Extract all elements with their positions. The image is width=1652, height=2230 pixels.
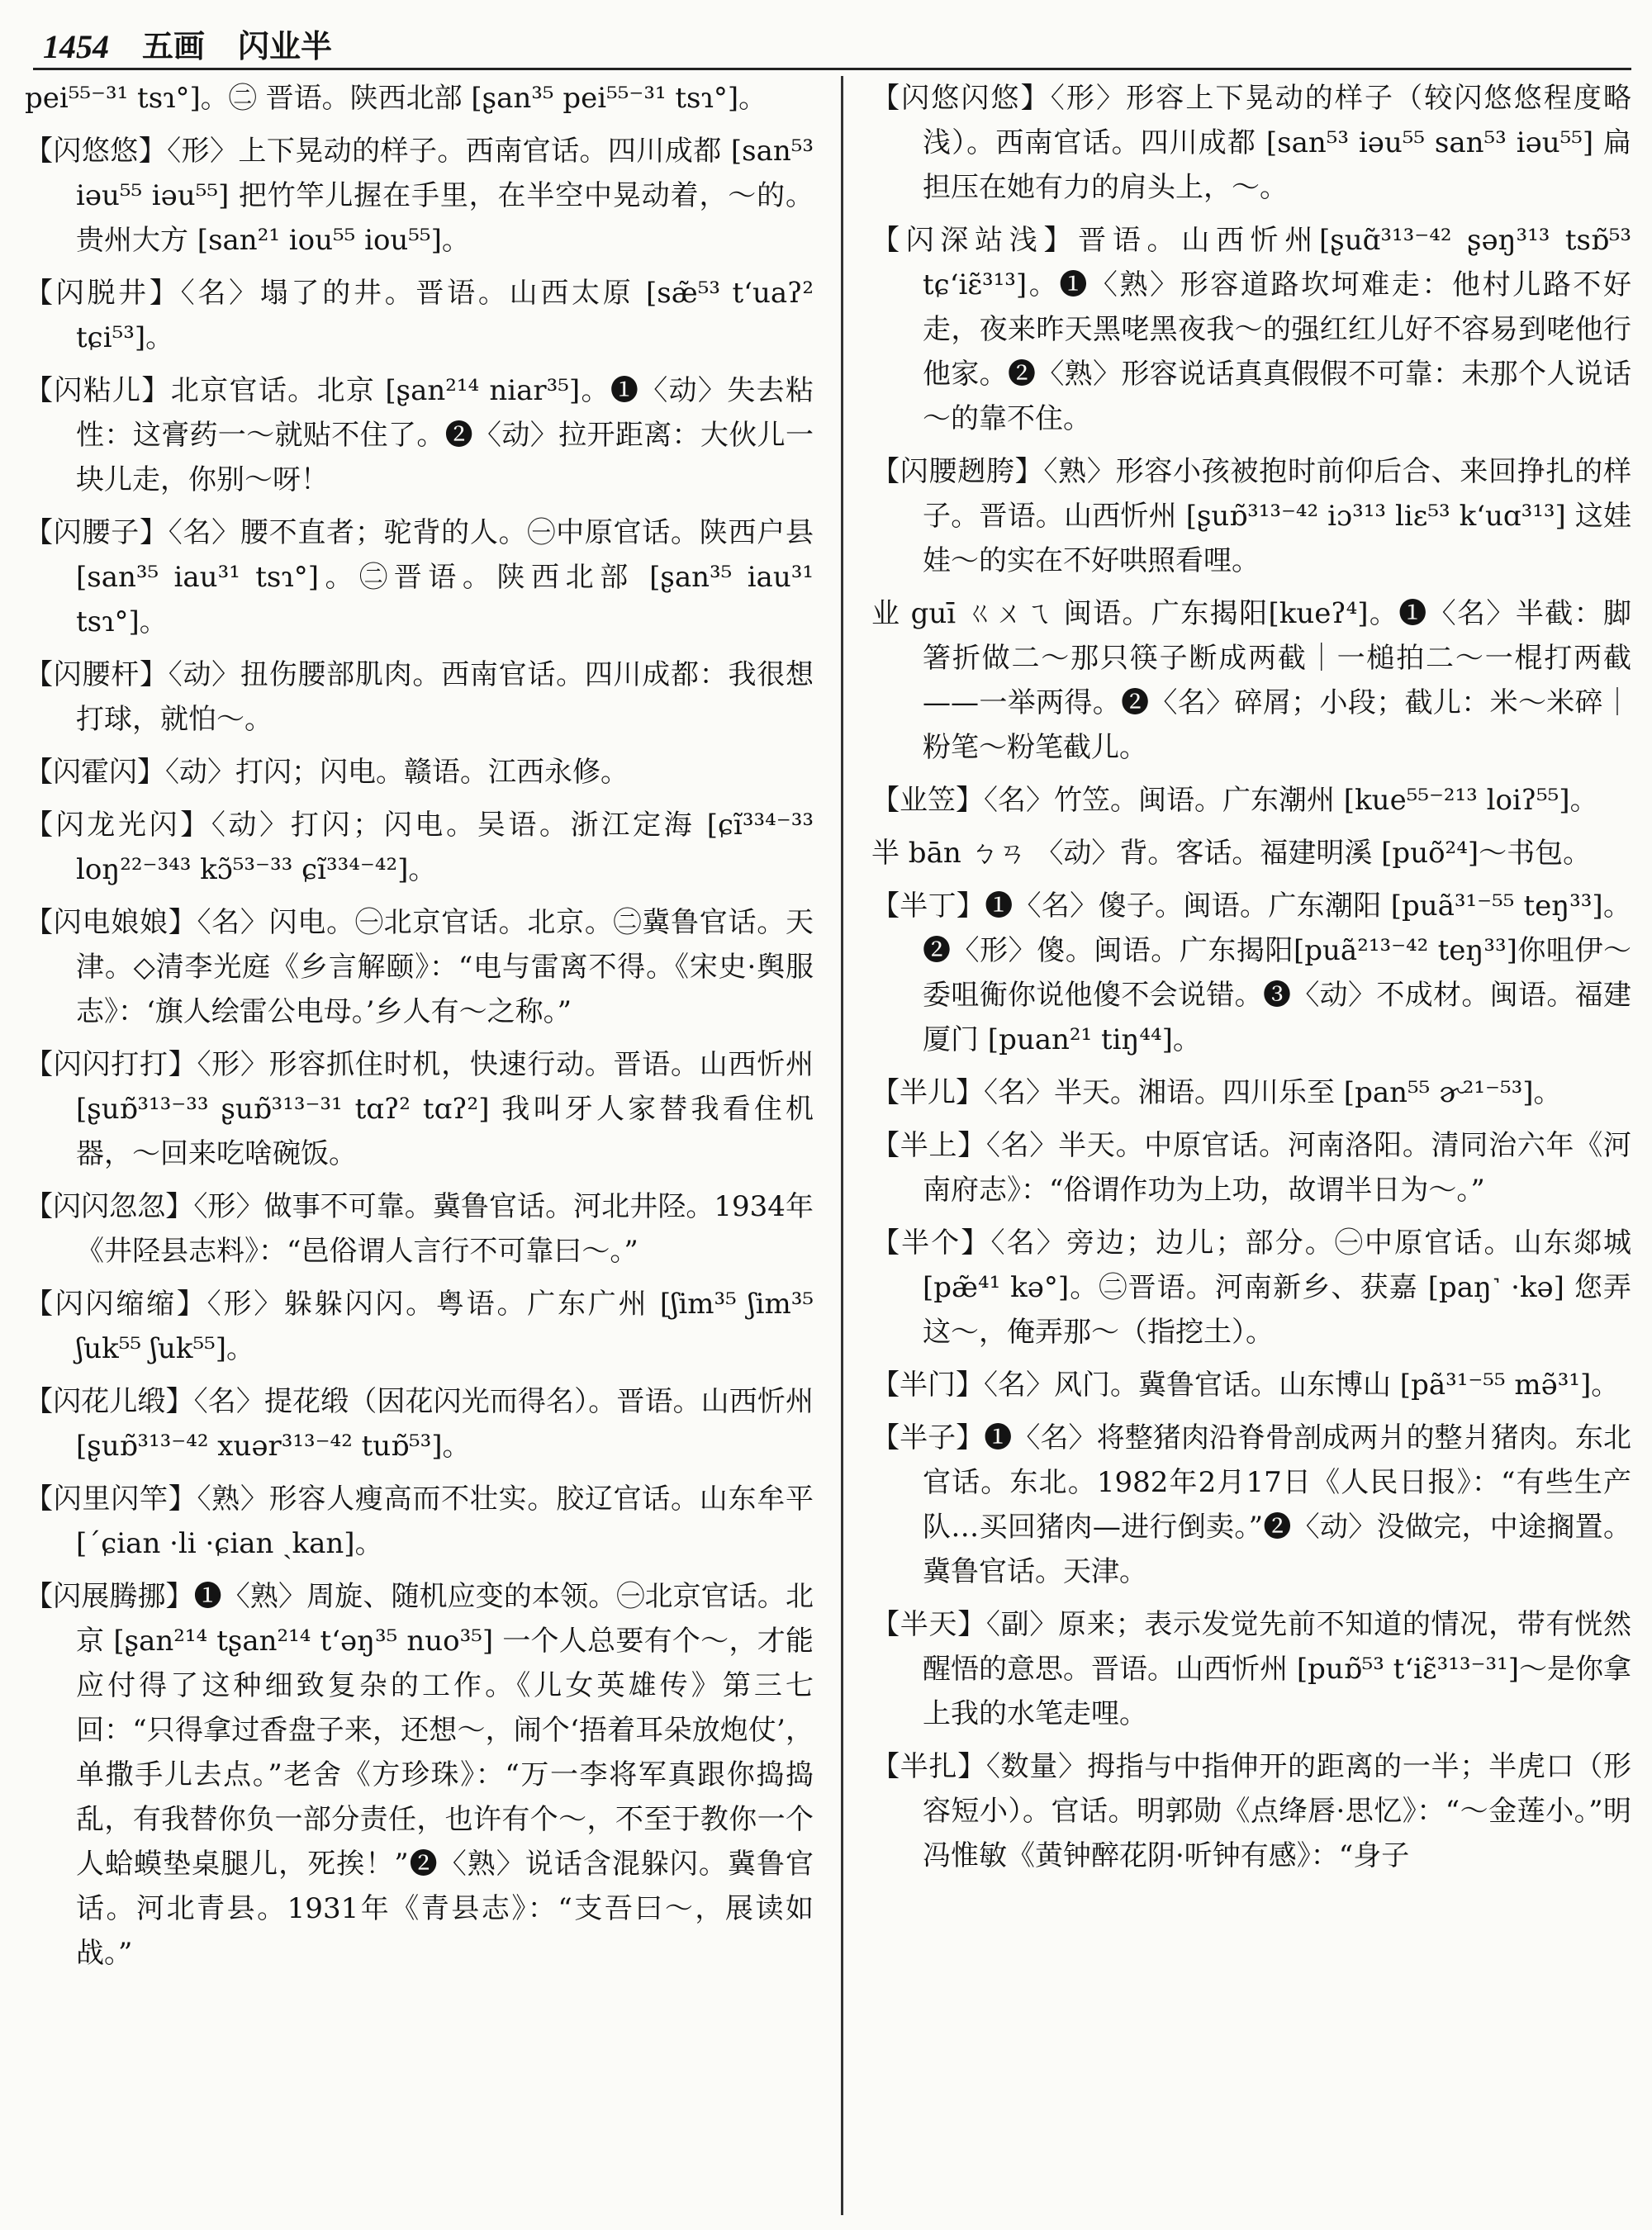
- dict-entry: 【闪悠悠】〈形〉上下晃动的样子。西南官话。四川成都 [san⁵³ iəu⁵⁵ iəu⁵⁵] 把竹竿儿握在手里，在半空中晃动着，～的。贵州大方 [san²¹ iou⁵⁵ iou⁵⁵]。: [25, 135, 814, 257]
- dict-entry: 【闪花儿缎】〈名〉提花缎（因花闪光而得名）。晋语。山西忻州 [ʂuɒ̃³¹³⁻⁴² xuər³¹³⁻⁴² tuɒ̃⁵³]。: [25, 1385, 814, 1463]
- dict-entry: 半 bān ㄅㄢ 〈动〉背。客话。福建明溪 [puõ²⁴]～书包。: [871, 837, 1592, 870]
- dict-entry: 【半丁】❶〈名〉傻子。闽语。广东潮阳 [puã³¹⁻⁵⁵ teŋ³³]。❷〈形〉傻。闽语。广东揭阳[puã²¹³⁻⁴² teŋ³³]你咀伊～委咀䚘你说他傻不会说错。❸〈动〉不成材。闽语。福建厦门 [puan²¹ tiŋ⁴⁴]。: [871, 890, 1631, 1056]
- dict-entry: 【闪霍闪】〈动〉打闪；闪电。赣语。江西永修。: [25, 756, 629, 789]
- dict-entry: 【闪脱井】〈名〉塌了的井。晋语。山西太原 [sæ̃⁵³ tʻuaʔ² tɕi⁵³]。: [25, 277, 814, 354]
- dict-entry: 【闪闪打打】〈形〉形容抓住时机，快速行动。晋语。山西忻州 [ʂuɒ̃³¹³⁻³³ ʂuɒ̃³¹³⁻³¹ tɑʔ² tɑʔ²] 我叫牙人家替我看住机器，～回来吃啥碗饭。: [25, 1048, 814, 1170]
- dict-entry: 【半儿】〈名〉半天。湘语。四川乐至 [pan⁵⁵ ɚ²¹⁻⁵³]。: [871, 1076, 1562, 1109]
- dict-entry: 【闪腰杆】〈动〉扭伤腰部肌肉。西南官话。四川成都：我很想打球，就怕～。: [25, 658, 814, 736]
- dict-entry: 【闪腰趔胯】〈熟〉形容小孩被抱时前仰后合、来回挣扎的样子。晋语。山西忻州 [ʂuɒ̃³¹³⁻⁴² iɔ³¹³ liɛ⁵³ kʻuɑ³¹³] 这娃娃～的实在不好哄照看哩。: [871, 455, 1631, 577]
- dict-entry: pei⁵⁵⁻³¹ tsɿ°]。㊁ 晋语。陕西北部 [ʂan³⁵ pei⁵⁵⁻³¹ tsɿ°]。: [25, 82, 767, 115]
- dict-entry: 【半个】〈名〉旁边；边儿；部分。㊀中原官话。山东郯城 [pæ̃⁴¹ kə°]。㊁晋语。河南新乡、获嘉 [paŋ˺ ·kə] 您弄这～，俺弄那～（指挖土）。: [871, 1226, 1631, 1349]
- dict-entry: 【半上】〈名〉半天。中原官话。河南洛阳。清同治六年《河南府志》：“俗谓作功为上功，故谓半日为～。”: [871, 1129, 1631, 1207]
- page-header: [43, 15, 1629, 66]
- dict-entry: 【闪展腾挪】❶〈熟〉周旋、随机应变的本领。㊀北京官话。北京 [ʂan²¹⁴ tʂan²¹⁴ tʻəŋ³⁵ nuo³⁵] 一个人总要有个～，才能应付得了这种细致复杂的工作。《儿女英雄传》第三七回：“只得拿过香盘子来，还想～，闹个‘捂着耳朵放炮仗’，单撒手儿去点。”老舍《方珍珠》：“万一李将军真跟你捣捣乱，有我替你负一部分责任，也许有个～，不至于教你一个人蛤蟆垫桌腿儿，死挨！”❷〈熟〉说话含混躲闪。冀鲁官话。河北青县。1931年《青县志》：“支吾曰～，展读如战。”: [25, 1580, 814, 1970]
- dict-entry: 【业笠】〈名〉竹笠。闽语。广东潮州 [kue⁵⁵⁻²¹³ loiʔ⁵⁵]。: [871, 784, 1598, 817]
- section-label: 五画: [142, 27, 206, 64]
- dict-entry: 【闪龙光闪】〈动〉打闪；闪电。吴语。浙江定海 [ɕĩ³³⁴⁻³³ loŋ²²⁻³⁴³ kɔ̃⁵³⁻³³ ɕĩ³³⁴⁻⁴²]。: [25, 809, 814, 886]
- header-rule: [33, 68, 1631, 70]
- page-number: 1454: [43, 28, 109, 65]
- dict-entry: 【半天】〈副〉原来；表示发觉先前不知道的情况，带有恍然醒悟的意思。晋语。山西忻州 [puɒ̃⁵³ tʻiɛ̃³¹³⁻³¹]～是你拿上我的水笔走哩。: [871, 1608, 1631, 1730]
- dict-entry: 【半门】〈名〉风门。冀鲁官话。山东博山 [pã³¹⁻⁵⁵ mə̃³¹]。: [871, 1369, 1620, 1402]
- right-column: [871, 76, 1631, 2219]
- dict-entry: 【半子】❶〈名〉将整猪肉沿脊骨剖成两爿的整爿猪肉。东北官话。东北。1982年2月17日《人民日报》：“有些生产队…买回猪肉—进行倒卖。”❷〈动〉没做完，中途搁置。冀鲁官话。天津。: [871, 1421, 1631, 1588]
- dict-entry: 【闪悠闪悠】〈形〉形容上下晃动的样子（较闪悠悠程度略浅）。西南官话。四川成都 [san⁵³ iəu⁵⁵ san⁵³ iəu⁵⁵] 扁担压在她有力的肩头上，～。: [871, 82, 1631, 204]
- dict-entry: 【闪深站浅】晋语。山西忻州[ʂuɑ̃³¹³⁻⁴² ʂəŋ³¹³ tsɒ̃⁵³ tɕʻiɛ̃³¹³]。❶〈熟〉形容道路坎坷难走：他村儿路不好走，夜来昨天黑咾黑夜我～的强红红儿好不容易到咾他行他家。❷〈熟〉形容说话真真假假不可靠：未那个人说话～的靠不住。: [871, 224, 1631, 435]
- column-divider: [841, 76, 843, 2215]
- dict-entry: 业 guī ㄍㄨㄟ 闽语。广东揭阳[kueʔ⁴]。❶〈名〉半截：脚箸折做二～那只筷子断成两截｜一槌拍二～一棍打两截——一举两得。❷〈名〉碎屑；小段；截儿：米～米碎｜粉笔～粉笔截儿。: [871, 597, 1631, 764]
- dict-entry: 【闪粘儿】北京官话。北京 [ʂan²¹⁴ niar³⁵]。❶〈动〉失去粘性：这膏药一～就贴不住了。❷〈动〉拉开距离：大伙儿一块儿走，你别～呀！: [25, 374, 814, 496]
- dict-entry: 【半扎】〈数量〉拇指与中指伸开的距离的一半；半虎口（形容短小）。官话。明郭勋《点绛唇·思忆》：“～金莲小。”明冯惟敏《黄钟醉花阴·听钟有感》：“身子: [871, 1750, 1631, 1872]
- dict-entry: 【闪腰子】〈名〉腰不直者；驼背的人。㊀中原官话。陕西户县 [san³⁵ iau³¹ tsɿ°]。㊁晋语。陕西北部 [ʂan³⁵ iau³¹ tsɿ°]。: [25, 516, 814, 638]
- dict-entry: 【闪闪缩缩】〈形〉躲躲闪闪。粤语。广东广州 [ʃim³⁵ ʃim³⁵ ʃuk⁵⁵ ʃuk⁵⁵]。: [25, 1288, 814, 1365]
- dict-entry: 【闪闪忽忽】〈形〉做事不可靠。冀鲁官话。河北井陉。1934年《井陉县志料》：“邑俗谓人言行不可靠曰～。”: [25, 1190, 814, 1268]
- dict-entry: 【闪里闪竿】〈熟〉形容人瘦高而不壮实。胶辽官话。山东牟平 [ˊɕian ·li ·ɕian ˏkan]。: [25, 1483, 814, 1560]
- dict-entry: 【闪电娘娘】〈名〉闪电。㊀北京官话。北京。㊁冀鲁官话。天津。◇清李光庭《乡言解颐》：“电与雷离不得。《宋史·舆服志》：‘旗人绘雷公电母。’乡人有～之称。”: [25, 906, 814, 1028]
- header-chars: 闪业半: [238, 27, 333, 64]
- left-column: [25, 76, 814, 2219]
